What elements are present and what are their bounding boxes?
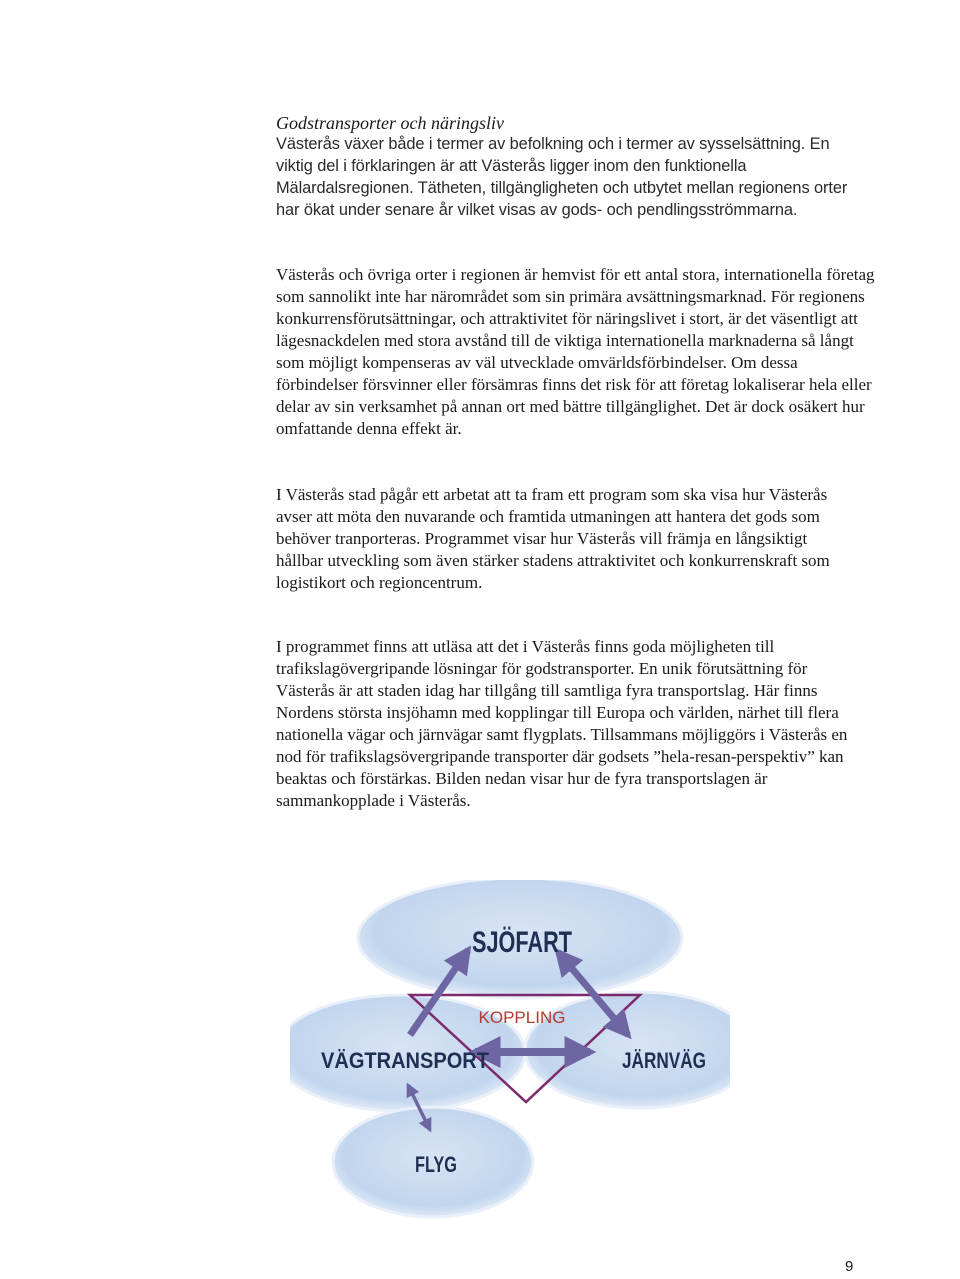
paragraph-1	[276, 133, 856, 221]
sea-label: SJÖFART	[472, 926, 572, 959]
transport-modes-diagram	[290, 880, 730, 1225]
air-label: FLYG	[415, 1152, 457, 1177]
paragraph-2-text: Västerås och övriga orter i regionen är hemvist för ett antal stora, internationella företag som sannolikt inte har närområdet som sin primära avsättningsmarknad. För regionens konkurrensförutsättningar, och attraktivitet för näringslivet i stort, är det väsentligt att lägesnackdelen med stora avstånd till de viktiga internationella marknaderna så långt som möjligt kompenseras av väl utvecklade omvärldsförbindelser. Om dessa förbindelser försvinner eller försämras finns det risk för att företag lokaliserar hela eller delar av sin verksamhet på annan ort med bättre tillgänglighet. Det är dock osäkert hur omfattande denna effekt är.	[276, 265, 875, 438]
section-heading: Godstransporter och näringsliv	[276, 113, 505, 133]
paragraph-1-text: Västerås växer både i termer av befolkning och i termer av sysselsättning. En viktig del i förklaringen är att Västerås ligger inom den funktionella Mälardalsregionen. Tätheten, tillgängligheten och utbytet mellan regionens orter har ökat under senare år vilket visas av gods- och pendlingsströmmarna.	[276, 135, 848, 219]
paragraph-3-text: I Västerås stad pågår ett arbetat att ta fram ett program som ska visa hur Västerås avser att möta den nuvarande och framtida utmaningen att hantera det gods som behöver tranporteras. Programmet visar hur Västerås vill främja en långsiktigt hållbar utveckling som även stärker stadens attraktivitet och konkurrenskraft som logistikort och regioncentrum.	[276, 485, 830, 592]
page-number: 9	[845, 1258, 854, 1275]
paragraph-4	[276, 636, 856, 812]
paragraph-4-text: I programmet finns att utläsa att det i Västerås finns goda möjligheten till trafikslagövergripande lösningar för godstransporter. En unik förutsättning för Västerås är att staden idag har tillgång till samtliga fyra transportslag. Här finns Nordens största insjöhamn med kopplingar till Europa och världen, närhet till flera nationella vägar och järnvägar samt flygplats. Tillsammans möjliggörs i Västerås en nod för trafikslagsövergripande transporter där godsets ”hela-resan-perspektiv” kan beaktas och förstärkas. Bilden nedan visar hur de fyra transportslagen är sammankopplade i Västerås.	[276, 637, 848, 810]
paragraph-2	[276, 264, 876, 440]
paragraph-3	[276, 484, 841, 594]
road-label: VÄGTRANSPORT	[321, 1048, 490, 1073]
coupling-label: KOPPLING	[478, 1008, 566, 1027]
rail-label: JÄRNVÄG	[622, 1048, 706, 1073]
